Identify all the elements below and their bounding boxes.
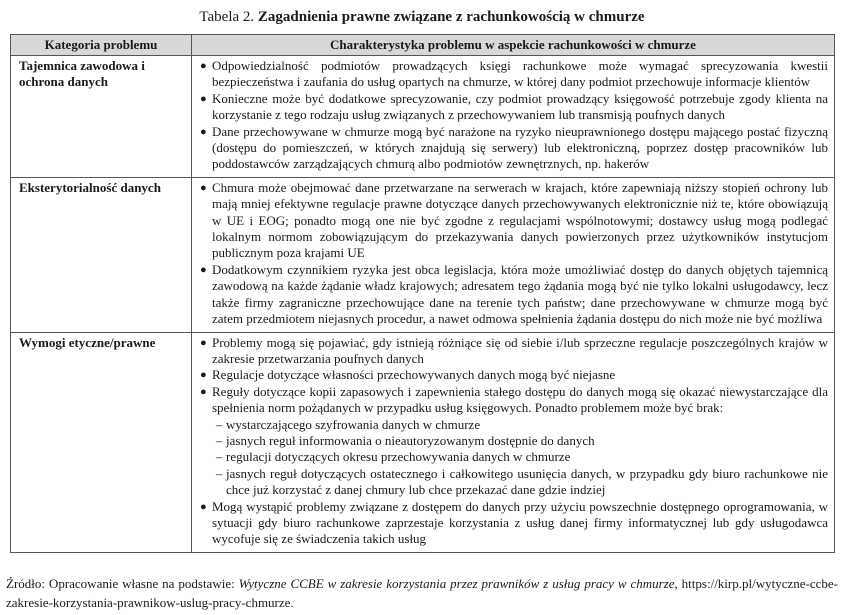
item-list — [198, 180, 828, 328]
legal-issues-table — [10, 34, 835, 553]
table-header-row — [11, 35, 835, 56]
bullet-list-item — [198, 124, 828, 173]
table-row — [11, 56, 835, 178]
bullet-list-item — [198, 335, 828, 368]
table-row — [11, 332, 835, 552]
characteristics-cell — [192, 332, 835, 552]
source-prefix: Źródło: Opracowanie własne na podstawie: — [6, 576, 239, 591]
dash-list-item — [198, 433, 828, 449]
item-list — [198, 335, 828, 548]
item-text: Regulacje dotyczące własności przechowywanych danych mogą być niejasne — [212, 367, 616, 383]
bullet-marker: ● — [200, 369, 207, 382]
bullet-marker: ● — [200, 125, 207, 138]
dash-marker: – — [216, 465, 223, 481]
item-text: wystarczającego szyfrowania danych w chmurze — [226, 416, 481, 432]
characteristics-cell — [192, 177, 835, 332]
item-text: jasnych reguł informowania o nieautoryzowanym dostępnie do danych — [226, 432, 595, 448]
dash-list-item — [198, 449, 828, 465]
bullet-list-item — [198, 262, 828, 328]
item-text: Dane przechowywane w chmurze mogą być narażone na ryzyko nieuprawnionego dostępu mającego postać fizyczną (dostępu do pomieszczeń, w których znajdują się serwery) lub elektroniczną, poprzez dostęp pracowników lub poddostawców zarządzających chmurą albo podmiotów zewnętrznych, np. hakerów — [212, 123, 828, 172]
dash-list-item — [198, 466, 828, 499]
item-text: Chmura może obejmować dane przetwarzane na serwerach w krajach, które zapewniają niższy stopień ochrony lub mają mniej efektywne regulacje prawne dotyczące danych przechowywanych elektronicznie niż te, które obowiązują w UE i EOG; ponadto mogą one nie być zgodne z regulacjami wspólnotowymi; dostawcy usług mogą podlegać lokalnym normom zobowiązującym do przekazywania danych powierzonych przez użytkowników instytucjom publicznym poza krajami UE — [212, 179, 828, 261]
category-cell: Tajemnica zawodowa i ochrona danych — [11, 56, 192, 178]
item-text: Reguły dotyczące kopii zapasowych i zapewnienia stałego dostępu do danych mogą się okazać niewystarczające dla spełnienia norm pożądanych w przypadku usług księgowych. Ponadto problemem może być brak: — [212, 383, 828, 416]
dash-list-item — [198, 417, 828, 433]
item-text: Problemy mogą się pojawiać, gdy istnieją różniące się od siebie i/lub sprzeczne regulacje poszczególnych krajów w zakresie przetwarzania poufnych danych — [212, 334, 828, 366]
dash-marker: – — [216, 432, 223, 448]
bullet-list-item — [198, 91, 828, 124]
bullet-marker: ● — [200, 263, 207, 276]
item-text: Dodatkowym czynnikiem ryzyka jest obca legislacja, która może umożliwiać dostęp do danych objętych tajemnicą zawodową na każde żądanie władz krajowych; adresatem tego żądania mogą być nie tylko lokalni usługodawcy, lecz także firmy zagraniczne przechowujące dane na terenie tych państw; dane przechowywane w chmurze mogą być zatem przedmiotem niejasnych procedur, a nawet odmowa spełnienia żądania dostępu do nich może nie być możliwa — [212, 261, 828, 327]
header-characteristics: Charakterystyka problemu w aspekcie rachunkowości w chmurze — [192, 35, 835, 56]
source-note — [6, 574, 838, 612]
bullet-list-item — [198, 367, 828, 383]
bullet-list-item — [198, 180, 828, 262]
characteristics-cell — [192, 56, 835, 178]
bullet-list-item — [198, 384, 828, 417]
category-cell: Wymogi etyczne/prawne — [11, 332, 192, 552]
table-number: Tabela 2. — [199, 9, 255, 25]
item-text: Odpowiedzialność podmiotów prowadzących księgi rachunkowe może wymagać sprecyzowania kwestii bezpieczeństwa i zaufania do usług opartych na chmurze, w której dany podmiot przechowuje informacje klientów — [212, 58, 828, 90]
bullet-marker: ● — [200, 385, 207, 398]
table-row — [11, 177, 835, 332]
bullet-list-item — [198, 499, 828, 548]
bullet-marker: ● — [200, 92, 207, 105]
category-cell: Eksterytorialność danych — [11, 177, 192, 332]
dash-marker: – — [216, 416, 223, 432]
table-title: Zagadnienia prawne związane z rachunkowością w chmurze — [257, 9, 645, 25]
bullet-marker: ● — [200, 181, 207, 194]
header-category: Kategoria problemu — [11, 35, 192, 56]
source-title: Wytyczne CCBE w zakresie korzystania przez prawników z usług pracy w chmurze — [238, 576, 675, 591]
item-text: Mogą wystąpić problemy związane z dostępem do danych przy użyciu powszechnie dostępnego oprogramowania, w sytuacji gdy biuro rachunkowe zaprzestaje korzystania z usług danej firmy informatycznej lub gdy usługodawca wycofuje się ze świadczenia takich usług — [212, 498, 828, 547]
bullet-marker: ● — [200, 60, 207, 72]
item-list — [198, 58, 828, 173]
bullet-list-item — [198, 58, 828, 91]
bullet-marker: ● — [200, 500, 207, 513]
item-text: jasnych reguł dotyczących ostatecznego i całkowitego usunięcia danych, w przypadku gdy biuro rachunkowe nie chce już korzystać z danej chmury lub chce przekazać dane gdzie indziej — [226, 465, 828, 498]
item-text: Konieczne może być dodatkowe sprecyzowanie, czy podmiot prowadzący księgowość potrzebuje zgody klienta na korzystanie z tego rodzaju usług związanych z przechowywaniem lub transmisją poufnych danych — [212, 90, 828, 123]
bullet-marker: ● — [200, 336, 207, 349]
table-caption — [0, 8, 844, 26]
item-text: regulacji dotyczących okresu przechowywania danych w chmurze — [226, 449, 571, 465]
source-suffix: , https://kirp.pl/wytyczne-ccbe-zakresie-korzystania-prawnikow-uslug-pracy-chmurze. — [6, 576, 838, 610]
dash-marker: – — [216, 449, 223, 465]
